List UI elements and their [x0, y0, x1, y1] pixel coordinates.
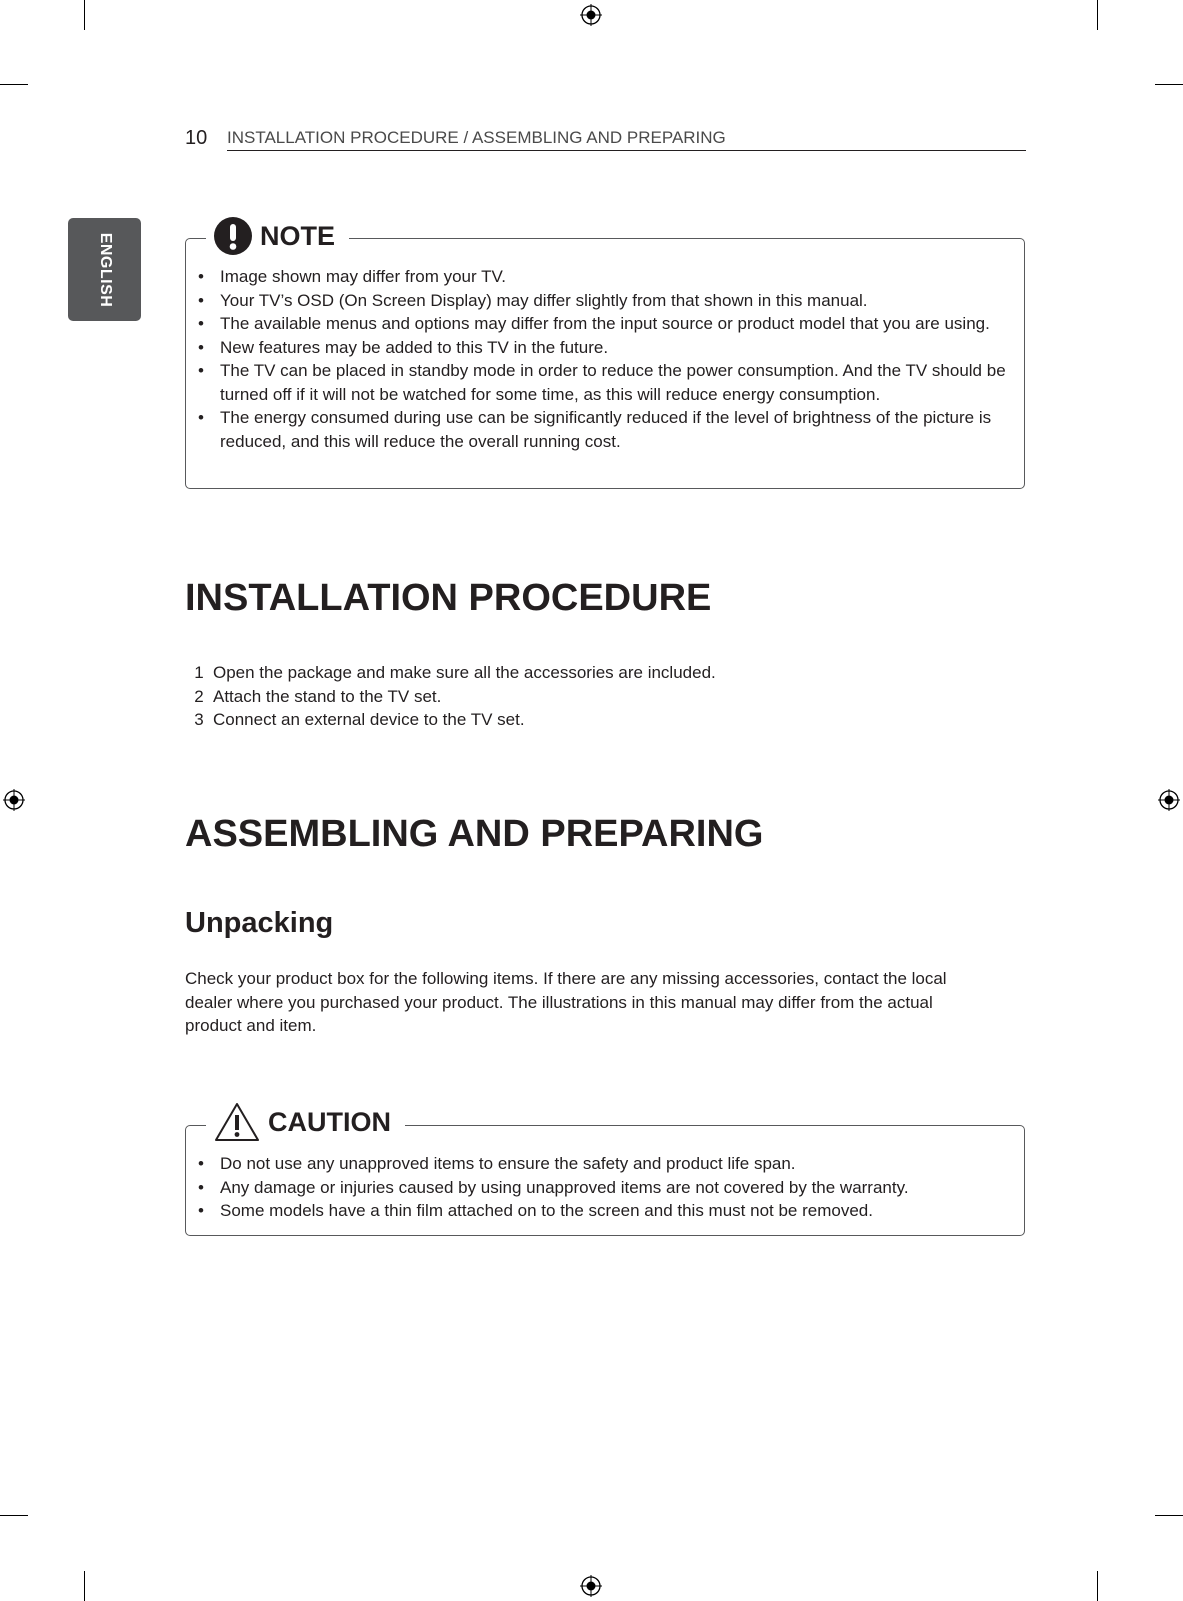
caution-item-text: Any damage or injuries caused by using unapproved items are not covered by the warranty.: [220, 1177, 909, 1197]
registration-mark-icon: [1158, 789, 1180, 811]
bullet-icon: •: [198, 267, 204, 286]
bullet-icon: •: [198, 337, 204, 357]
installation-steps: [185, 661, 1023, 732]
caution-header: [206, 1102, 405, 1142]
running-title: INSTALLATION PROCEDURE / ASSEMBLING AND PREPARING: [227, 127, 1026, 151]
crop-mark: [1097, 0, 1098, 30]
crop-mark: [84, 1571, 85, 1601]
list-item: [185, 661, 1023, 685]
list-item: [198, 1199, 1012, 1223]
note-item-text: New features may be added to this TV in the future.: [220, 337, 609, 357]
bullet-icon: •: [198, 290, 204, 310]
installation-heading: INSTALLATION PROCEDURE: [185, 577, 712, 619]
caution-item-text: Do not use any unapproved items to ensure the safety and product life span.: [220, 1154, 796, 1173]
caution-box: [185, 1107, 1025, 1236]
note-box: [185, 221, 1025, 489]
note-item-text: Your TV’s OSD (On Screen Display) may differ slightly from that shown in this manual.: [220, 290, 868, 310]
crop-mark: [0, 84, 28, 85]
step-number: 1: [194, 663, 204, 682]
exclamation-circle-icon: [214, 217, 252, 255]
step-text: Attach the stand to the TV set.: [213, 686, 442, 706]
bullet-icon: •: [198, 408, 204, 427]
note-header: [206, 217, 349, 255]
note-title: NOTE: [260, 221, 336, 251]
step-text: Connect an external device to the TV set.: [213, 710, 525, 729]
caution-title: CAUTION: [268, 1107, 391, 1137]
registration-mark-icon: [3, 789, 25, 811]
crop-mark: [84, 0, 85, 30]
list-item: [198, 406, 1012, 453]
crop-mark: [1097, 1571, 1098, 1601]
list-item: [185, 708, 1023, 732]
note-item-text: The energy consumed during use can be significantly reduced if the level of brightness of the picture is reduced, and this will reduce the overall running cost.: [220, 408, 992, 451]
note-item-text: The available menus and options may differ from the input source or product model that you are using.: [220, 314, 990, 333]
list-item: [198, 265, 1012, 289]
crop-mark: [1155, 1515, 1183, 1516]
bullet-icon: •: [198, 1177, 204, 1197]
list-item: [198, 1152, 1012, 1176]
bullet-icon: •: [198, 1201, 204, 1220]
step-number: 2: [194, 686, 204, 706]
crop-mark: [0, 1515, 28, 1516]
registration-mark-icon: [580, 4, 602, 26]
note-item-text: The TV can be placed in standby mode in order to reduce the power consumption. And the TV should be turned off if it will not be watched for some time, as this will reduce energy consumption.: [220, 361, 1006, 404]
caution-item-text: Some models have a thin film attached on to the screen and this must not be removed.: [220, 1201, 873, 1220]
bullet-icon: •: [198, 1154, 204, 1173]
registration-mark-icon: [580, 1575, 602, 1597]
list-item: [185, 685, 1023, 709]
language-tab-label: ENGLISH: [96, 232, 114, 307]
bullet-icon: •: [198, 361, 204, 380]
step-number: 3: [194, 710, 204, 729]
bullet-icon: •: [198, 314, 204, 333]
note-list: [198, 265, 1012, 453]
list-item: [198, 1176, 1012, 1200]
caution-list: [198, 1152, 1012, 1223]
list-item: [198, 336, 1012, 360]
crop-mark: [1155, 84, 1183, 85]
assembling-heading: ASSEMBLING AND PREPARING: [185, 813, 764, 855]
warning-triangle-icon: [214, 1102, 260, 1142]
list-item: [198, 312, 1012, 336]
list-item: [198, 289, 1012, 313]
page-number: 10: [185, 127, 208, 149]
step-text: Open the package and make sure all the accessories are included.: [213, 663, 716, 682]
list-item: [198, 359, 1012, 406]
unpacking-paragraph: Check your product box for the following items. If there are any missing accessories, contact the local dealer where you purchased your product. The illustrations in this manual may differ from the actual product and item.: [185, 969, 947, 1035]
note-item-text: Image shown may differ from your TV.: [220, 267, 506, 286]
unpacking-heading: Unpacking: [185, 907, 334, 939]
language-tab: [68, 218, 141, 321]
